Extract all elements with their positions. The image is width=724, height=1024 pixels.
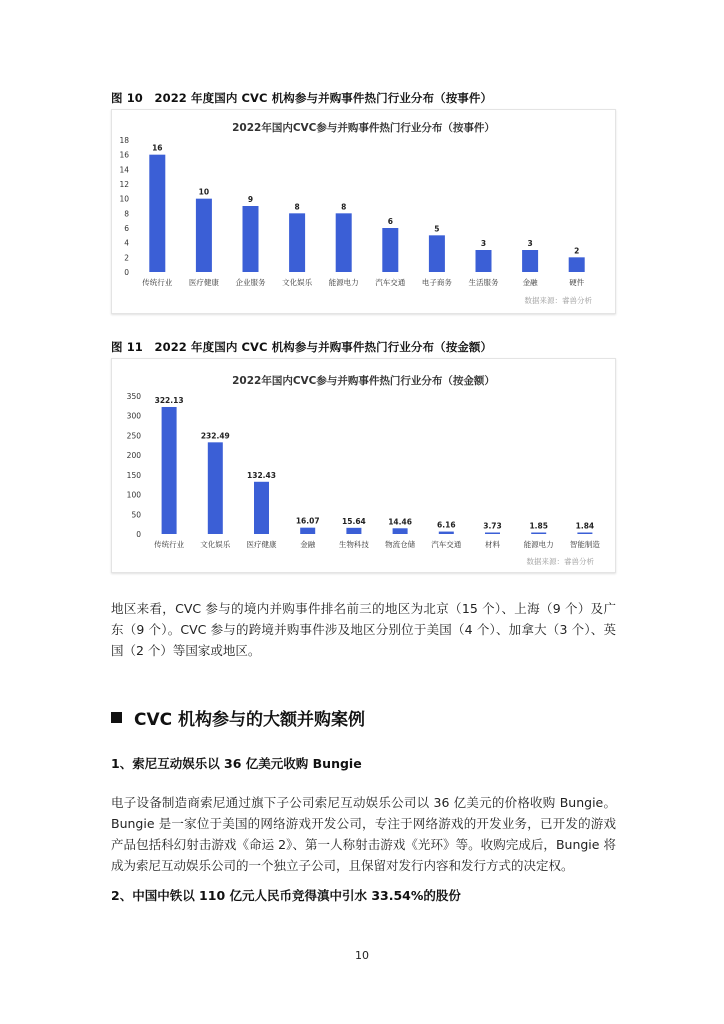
x-tick-label: 企业服务 (235, 278, 266, 287)
x-tick-label: 金融 (300, 540, 316, 549)
y-tick-label: 4 (124, 238, 129, 248)
data-label: 232.49 (200, 431, 230, 441)
bar (149, 155, 165, 272)
data-label: 2 (574, 246, 580, 256)
y-tick-label: 350 (126, 392, 141, 401)
y-tick-label: 14 (119, 165, 129, 175)
bar (300, 528, 315, 534)
bar (208, 442, 223, 534)
y-tick-label: 0 (136, 530, 141, 539)
data-label: 322.13 (154, 395, 184, 405)
bar (476, 250, 492, 272)
data-label: 10 (198, 187, 210, 197)
chart-source: 数据来源：睿兽分析 (526, 557, 594, 566)
data-label: 6 (387, 217, 393, 226)
bar (485, 533, 500, 535)
chart-source: 数据来源：睿兽分析 (524, 296, 592, 305)
bar (289, 213, 305, 272)
bar (243, 206, 259, 272)
bar (522, 250, 538, 272)
data-label: 6.16 (437, 520, 456, 530)
bar (569, 257, 585, 272)
data-label: 16 (152, 143, 163, 153)
x-tick-label: 智能制造 (569, 540, 600, 549)
data-label: 3 (480, 239, 487, 248)
x-tick-label: 电子商务 (421, 278, 452, 287)
y-tick-label: 0 (124, 268, 129, 277)
y-tick-label: 10 (119, 194, 129, 204)
x-tick-label: 生物科技 (338, 540, 369, 549)
bar (254, 482, 269, 534)
bar (382, 228, 398, 272)
square-bullet-icon (111, 712, 122, 723)
x-tick-label: 汽车交通 (431, 540, 462, 549)
y-tick-label: 6 (124, 224, 129, 233)
x-tick-label: 能源电力 (523, 540, 554, 549)
data-label: 3.73 (483, 521, 502, 531)
bar (439, 532, 454, 534)
x-tick-label: 能源电力 (328, 278, 359, 287)
y-tick-label: 250 (126, 431, 141, 441)
data-label: 3 (527, 239, 533, 248)
data-label: 132.43 (247, 470, 276, 480)
data-label: 14.46 (388, 517, 412, 527)
chart-title: 2022年国内CVC参与并购事件热门行业分布（按事件） (232, 122, 495, 134)
region-paragraph: 地区来看，CVC 参与的境内并购事件排名前三的地区为北京（15 个）、上海（9 个）及广东（9 个）。CVC 参与的跨境并购事件涉及地区分别位于美国（4 个）、加拿大（3 个）、英国（2 个）等国家或地区。 (111, 601, 616, 658)
chart-by-events-svg (112, 110, 615, 313)
y-tick-label: 16 (119, 150, 129, 160)
y-tick-label: 8 (124, 209, 129, 219)
figure-10-caption: 图 10 2022 年度国内 CVC 机构参与并购事件热门行业分布（按事件） (111, 91, 493, 105)
y-tick-label: 100 (126, 490, 141, 500)
case-1-title: 1、索尼互动娱乐以 36 亿美元收购 Bungie (111, 756, 362, 771)
data-label: 8 (341, 202, 347, 212)
figure-11-caption: 图 11 2022 年度国内 CVC 机构参与并购事件热门行业分布（按金额） (111, 340, 493, 354)
section-title (111, 705, 365, 730)
bar (162, 407, 177, 534)
bar (336, 213, 352, 272)
bar (577, 533, 592, 535)
x-tick-label: 传统行业 (142, 278, 173, 287)
data-label: 9 (247, 195, 254, 204)
bar (531, 533, 546, 535)
y-tick-label: 50 (131, 510, 141, 520)
bar (393, 528, 408, 534)
y-tick-label: 200 (126, 451, 141, 461)
chart-by-amount-svg (112, 359, 615, 572)
chart-title: 2022年国内CVC参与并购事件热门行业分布（按金额） (232, 375, 495, 387)
y-tick-label: 150 (126, 470, 141, 480)
y-tick-label: 18 (119, 136, 129, 145)
chart-by-amount (111, 358, 616, 573)
chart-by-events (111, 109, 616, 314)
bar (429, 235, 445, 272)
data-label: 5 (434, 224, 440, 234)
y-tick-label: 2 (124, 253, 129, 263)
data-label: 15.64 (342, 516, 366, 526)
x-tick-label: 医疗健康 (188, 278, 219, 287)
case-2-title: 2、中国中铁以 110 亿元人民币竞得滇中引水 33.54%的股份 (111, 888, 461, 903)
bar (196, 199, 212, 272)
y-tick-label: 300 (126, 411, 141, 421)
page-number: 10 (355, 949, 369, 962)
x-tick-label: 文化娱乐 (200, 540, 231, 549)
x-tick-label: 材料 (485, 540, 500, 549)
y-tick-label: 12 (119, 180, 129, 189)
data-label: 1.85 (529, 521, 548, 531)
bar (346, 528, 361, 534)
x-tick-label: 汽车交通 (375, 278, 406, 287)
x-tick-label: 硬件 (569, 278, 585, 287)
data-label: 16.07 (295, 516, 320, 526)
x-tick-label: 文化娱乐 (282, 278, 313, 287)
data-label: 1.84 (575, 521, 595, 531)
x-tick-label: 物流仓储 (385, 540, 416, 549)
data-label: 8 (294, 202, 300, 212)
case-1-text: 电子设备制造商索尼通过旗下子公司索尼互动娱乐公司以 36 亿美元的价格收购 Bungie。Bungie 是一家位于美国的网络游戏开发公司，专注于网络游戏的开发业务，已开发的游戏产品包括科幻射击游戏《命运 2》、第一人称射击游戏《光环》等。收购完成后，Bungie 将成为索尼互动娱乐公司的一个独立子公司，且保留对发行内容和发行方式的决定权。 (111, 795, 616, 873)
x-tick-label: 生活服务 (468, 278, 499, 287)
x-tick-label: 传统行业 (154, 540, 185, 549)
x-tick-label: 金融 (522, 278, 538, 287)
x-tick-label: 医疗健康 (246, 540, 277, 549)
section-title-text: CVC 机构参与的大额并购案例 (134, 710, 366, 730)
